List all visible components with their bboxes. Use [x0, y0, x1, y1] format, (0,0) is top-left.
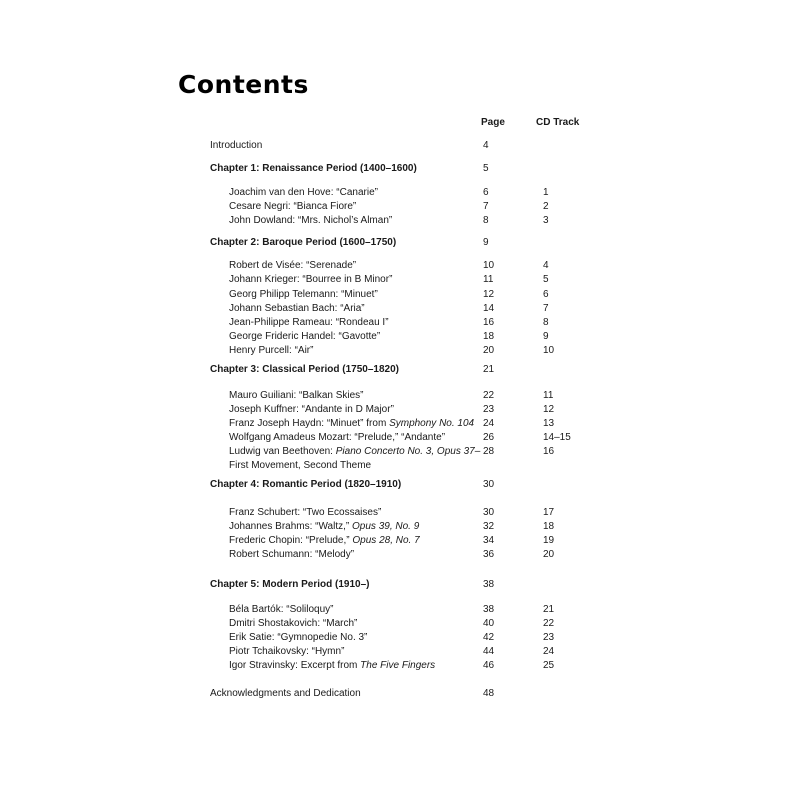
- entry-title: [229, 330, 380, 344]
- entry-title-text: Mauro Guiliani: “Balkan Skies”: [229, 390, 364, 401]
- entry-title-text: Introduction: [210, 140, 263, 151]
- entry-title-text: Béla Bartók: “Soliloquy”: [229, 604, 334, 615]
- chapter-row: [0, 578, 800, 592]
- entry-title-text: Robert Schumann: “Melody”: [229, 549, 355, 560]
- entry-title-italic: Opus 28, No. 7: [352, 535, 420, 546]
- piece-row: [0, 631, 800, 645]
- piece-row: [0, 534, 800, 548]
- entry-title-italic: Piano Concerto No. 3, Opus 37: [335, 446, 475, 457]
- cd-track-number: 16: [543, 446, 555, 457]
- page-number: 12: [483, 289, 495, 300]
- entry-title: [229, 659, 435, 673]
- piece-row: [0, 214, 800, 228]
- cd-track-number: 10: [543, 345, 555, 356]
- piece-row: [0, 330, 800, 344]
- entry-title-text: John Dowland: “Mrs. Nichol’s Alman”: [229, 215, 393, 226]
- entry-title-text: Franz Schubert: “Two Ecossaises”: [229, 507, 382, 518]
- cd-track-column-header: CD Track: [536, 117, 580, 128]
- entry-title: [229, 186, 378, 200]
- piece-row: [0, 259, 800, 273]
- entry-title: [210, 236, 396, 250]
- entry-title-text: Chapter 5: Modern Period (1910–): [210, 579, 370, 590]
- toc-row: [0, 687, 800, 701]
- entry-title-italic: Opus 39, No. 9: [352, 521, 420, 532]
- entry-title: [229, 631, 367, 645]
- entry-title-text: Franz Joseph Haydn: “Minuet” from: [229, 418, 390, 429]
- page-number: 10: [483, 260, 495, 271]
- entry-title-text: Chapter 4: Romantic Period (1820–1910): [210, 479, 402, 490]
- entry-title: [210, 687, 361, 701]
- piece-row: [0, 520, 800, 534]
- page-number: 7: [483, 201, 489, 212]
- entry-title-text: Wolfgang Amadeus Mozart: “Prelude,” “Andante”: [229, 432, 446, 443]
- piece-row: [0, 186, 800, 200]
- cd-track-number: 11: [543, 390, 554, 401]
- page-number: 44: [483, 646, 495, 657]
- entry-title: [229, 259, 356, 273]
- cd-track-number: 6: [543, 289, 549, 300]
- entry-title-text: Jean-Philippe Rameau: “Rondeau I”: [229, 317, 389, 328]
- entry-title: [229, 617, 357, 631]
- page-number: 20: [483, 345, 495, 356]
- entry-title-text: George Frideric Handel: “Gavotte”: [229, 331, 381, 342]
- entry-title-text: –: [474, 446, 481, 457]
- cd-track-number: 13: [543, 418, 555, 429]
- cd-track-number: 2: [543, 201, 549, 212]
- page-number: 14: [483, 303, 495, 314]
- page-number: 8: [483, 215, 489, 226]
- page-number: 11: [483, 274, 494, 285]
- chapter-row: [0, 236, 800, 250]
- page-number: 30: [483, 479, 495, 490]
- entry-title: [210, 363, 399, 377]
- page-number: 42: [483, 632, 495, 643]
- piece-row: [0, 389, 800, 403]
- page-number: 22: [483, 390, 495, 401]
- page-number: 46: [483, 660, 495, 671]
- cd-track-number: 7: [543, 303, 549, 314]
- entry-title-text: Acknowledgments and Dedication: [210, 688, 361, 699]
- page-number: 34: [483, 535, 495, 546]
- page-number: 18: [483, 331, 495, 342]
- entry-title-italic: Symphony No. 104: [389, 418, 475, 429]
- entry-title-text: Robert de Visée: “Serenade”: [229, 260, 357, 271]
- page-number: 6: [483, 187, 489, 198]
- entry-title-text: Johannes Brahms: “Waltz,”: [229, 521, 353, 532]
- entry-title: [229, 288, 378, 302]
- entry-title-text: Johann Sebastian Bach: “Aria”: [229, 303, 365, 314]
- piece-row: [0, 273, 800, 287]
- page-title: Contents: [178, 70, 309, 99]
- entry-title-text: Joachim van den Hove: “Canarie”: [229, 187, 378, 198]
- piece-row: [0, 344, 800, 358]
- cd-track-number: 19: [543, 535, 555, 546]
- entry-title-text: Chapter 1: Renaissance Period (1400–1600): [210, 163, 417, 174]
- page-number: 30: [483, 507, 495, 518]
- entry-title-text: Chapter 3: Classical Period (1750–1820): [210, 364, 399, 375]
- page-number: 38: [483, 579, 495, 590]
- page-number: 24: [483, 418, 495, 429]
- entry-title: [229, 389, 364, 403]
- entry-title: [229, 214, 392, 228]
- entry-title-text: Ludwig van Beethoven:: [229, 446, 336, 457]
- entry-title: [229, 344, 313, 358]
- piece-row: [0, 288, 800, 302]
- cd-track-number: 20: [543, 549, 555, 560]
- page-number: 40: [483, 618, 495, 629]
- piece-row: [0, 548, 800, 562]
- entry-title: [229, 534, 420, 548]
- piece-row: [0, 506, 800, 520]
- entry-title: [210, 478, 401, 492]
- entry-title: [229, 273, 392, 287]
- cd-track-number: 25: [543, 660, 555, 671]
- entry-title-text: Piotr Tchaikovsky: “Hymn”: [229, 646, 345, 657]
- entry-title-text: Frederic Chopin: “Prelude,”: [229, 535, 353, 546]
- page-number: 4: [483, 140, 489, 151]
- entry-title: [229, 603, 334, 617]
- page-number: 5: [483, 163, 489, 174]
- entry-title-text: Dmitri Shostakovich: “March”: [229, 618, 358, 629]
- cd-track-number: 5: [543, 274, 549, 285]
- entry-title-continuation: First Movement, Second Theme: [229, 460, 372, 471]
- cd-track-number: 22: [543, 618, 555, 629]
- entry-title: [229, 403, 394, 417]
- cd-track-number: 14–15: [543, 432, 571, 443]
- entry-title: [210, 139, 262, 153]
- toc-row: [0, 139, 800, 153]
- cd-track-number: 8: [543, 317, 549, 328]
- entry-title: [229, 302, 365, 316]
- piece-row: [0, 603, 800, 617]
- entry-title: [229, 520, 419, 534]
- piece-row: [0, 200, 800, 214]
- piece-row: [0, 659, 800, 673]
- entry-title: [229, 316, 389, 330]
- entry-title: [229, 506, 381, 520]
- cd-track-number: 12: [543, 404, 555, 415]
- cd-track-number: 23: [543, 632, 555, 643]
- entry-title: [229, 417, 474, 431]
- piece-row: [0, 445, 800, 459]
- piece-row: [0, 316, 800, 330]
- entry-title: [229, 431, 445, 445]
- cd-track-number: 3: [543, 215, 549, 226]
- piece-row: [0, 417, 800, 431]
- entry-title-text: Georg Philipp Telemann: “Minuet”: [229, 289, 378, 300]
- piece-row: [0, 431, 800, 445]
- page-number: 32: [483, 521, 495, 532]
- cd-track-number: 18: [543, 521, 555, 532]
- entry-title: [229, 445, 480, 459]
- page-number: 38: [483, 604, 495, 615]
- page-number: 16: [483, 317, 495, 328]
- entry-title-text: Erik Satie: “Gymnopedie No. 3”: [229, 632, 368, 643]
- entry-title-text: Igor Stravinsky: Excerpt from: [229, 660, 361, 671]
- entry-title: [210, 162, 417, 176]
- page-number: 28: [483, 446, 495, 457]
- entry-title-text: Joseph Kuffner: “Andante in D Major”: [229, 404, 394, 415]
- entry-title: [229, 645, 344, 659]
- entry-title: [229, 548, 354, 562]
- cd-track-number: 1: [543, 187, 549, 198]
- chapter-row: [0, 478, 800, 492]
- page-number: 36: [483, 549, 495, 560]
- piece-row: [0, 302, 800, 316]
- page-number: 9: [483, 237, 489, 248]
- piece-row: [0, 617, 800, 631]
- entry-title: [229, 200, 356, 214]
- page-number: 21: [483, 364, 495, 375]
- entry-title-italic: The Five Fingers: [360, 660, 436, 671]
- entry-title: [210, 578, 369, 592]
- entry-title-text: Cesare Negri: “Bianca Fiore”: [229, 201, 357, 212]
- chapter-row: [0, 363, 800, 377]
- piece-row: [0, 645, 800, 659]
- cd-track-number: 21: [543, 604, 555, 615]
- entry-title-text: Henry Purcell: “Air”: [229, 345, 314, 356]
- cd-track-number: 17: [543, 507, 555, 518]
- page-number: 26: [483, 432, 495, 443]
- cd-track-number: 4: [543, 260, 549, 271]
- entry-title-text: Johann Krieger: “Bourree in B Minor”: [229, 274, 393, 285]
- cd-track-number: 9: [543, 331, 549, 342]
- piece-row: [0, 403, 800, 417]
- cd-track-number: 24: [543, 646, 555, 657]
- page-number: 48: [483, 688, 495, 699]
- piece-row-continuation: [0, 459, 800, 473]
- page-column-header: Page: [481, 117, 505, 128]
- chapter-row: [0, 162, 800, 176]
- entry-title-text: Chapter 2: Baroque Period (1600–1750): [210, 237, 397, 248]
- page-number: 23: [483, 404, 495, 415]
